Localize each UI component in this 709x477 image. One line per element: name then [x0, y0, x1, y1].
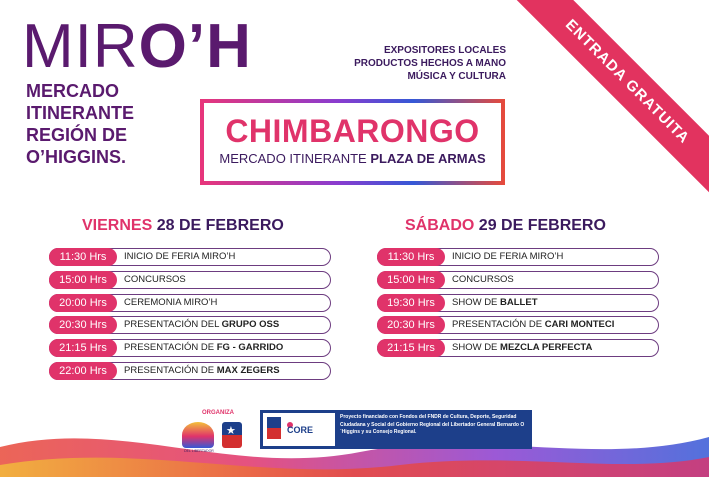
organiza-label: ORGANIZA	[202, 410, 234, 416]
event-time: 21:15 Hrs	[377, 339, 445, 357]
event-name	[452, 272, 514, 288]
event-name	[452, 340, 592, 356]
subtitle-line: MERCADO	[26, 81, 119, 101]
schedule-saturday	[377, 248, 659, 362]
event-time: 15:00 Hrs	[377, 271, 445, 289]
banner-inner	[204, 103, 501, 181]
feature-item: PRODUCTOS HECHOS A MANO	[354, 58, 506, 69]
subtitle-line: REGIÓN DE	[26, 125, 128, 145]
event-name	[124, 363, 280, 379]
subtitle-line: ITINERANTE	[26, 103, 134, 123]
event-subtitle	[26, 80, 206, 168]
event-text: CONCURSOS	[124, 273, 186, 285]
event-time: 15:00 Hrs	[49, 271, 117, 289]
event-bold: CARI MONTECI	[544, 319, 615, 331]
day-date: 28 DE FEBRERO	[152, 217, 284, 234]
event-name	[124, 340, 283, 356]
event-time: 20:30 Hrs	[49, 316, 117, 334]
day-date: 29 DE FEBRERO	[474, 217, 606, 234]
schedule-row	[377, 248, 659, 266]
day-name: SÁBADO	[405, 217, 475, 234]
location-banner	[200, 99, 505, 185]
region-logo-text: DEL LIBERTADOR	[184, 449, 214, 453]
gobierno-shield-icon	[267, 417, 281, 439]
event-name	[452, 295, 538, 311]
region-logo-icon	[182, 422, 214, 448]
schedule-row	[49, 339, 331, 357]
event-name	[124, 272, 186, 288]
day-title-friday	[82, 217, 284, 235]
event-text: PRESENTACIÓN DE	[124, 342, 217, 354]
schedule-friday	[49, 248, 331, 385]
banner-sub-normal: MERCADO ITINERANTE	[219, 151, 371, 166]
event-time: 11:30 Hrs	[377, 248, 445, 266]
schedule-row	[49, 294, 331, 312]
event-time: 19:30 Hrs	[377, 294, 445, 312]
funding-notice	[260, 410, 532, 449]
event-text: SHOW DE	[452, 296, 501, 308]
event-time: 21:15 Hrs	[49, 339, 117, 357]
event-bold: MAX ZEGERS	[216, 364, 280, 376]
event-bold: GRUPO OSS	[221, 319, 280, 331]
event-text: PRESENTACIÓN DEL	[124, 319, 222, 331]
core-logo-text: CORE	[287, 425, 314, 435]
banner-subtitle	[204, 151, 501, 167]
event-text: CEREMONIA MIRO’H	[124, 296, 218, 308]
event-text: PRESENTACIÓN DE	[452, 319, 545, 331]
event-bold: BALLET	[500, 296, 538, 308]
schedule-row	[49, 316, 331, 334]
day-title-saturday	[405, 217, 606, 235]
funding-text: Proyecto financiado con Fondos del FNDR de Cultura, Deporte, Seguridad Ciudadana y Social del Gobierno Regional del Libertador General Bernardo O´Higgins y su Consejo Regional.	[340, 414, 525, 435]
free-entry-ribbon	[479, 0, 709, 230]
logo-light-text: MIR	[22, 12, 139, 81]
event-name	[124, 295, 217, 311]
event-name	[452, 249, 563, 265]
subtitle-line: O’HIGGINS.	[26, 147, 127, 167]
schedule-row	[49, 271, 331, 289]
banner-title: CHIMBARONGO	[225, 113, 480, 149]
schedule-row	[49, 248, 331, 266]
miroh-logo	[22, 12, 252, 81]
feature-item: EXPOSITORES LOCALES	[383, 45, 506, 56]
event-time: 22:00 Hrs	[49, 362, 117, 380]
event-text: SHOW DE	[452, 342, 501, 354]
event-name	[124, 249, 235, 265]
schedule-row	[49, 362, 331, 380]
ribbon-text: ENTRADA GRATUITA	[500, 0, 709, 209]
event-name	[124, 317, 279, 333]
event-bold: FG - GARRIDO	[216, 342, 284, 354]
day-name: VIERNES	[82, 217, 153, 234]
event-time: 20:30 Hrs	[377, 316, 445, 334]
banner-sub-bold: PLAZA DE ARMAS	[370, 151, 486, 166]
schedule-row	[377, 316, 659, 334]
schedule-row	[377, 339, 659, 357]
funding-logos	[263, 413, 335, 446]
event-time: 20:00 Hrs	[49, 294, 117, 312]
event-bold: MEZCLA PERFECTA	[500, 342, 593, 354]
event-text: PRESENTACIÓN DE	[124, 364, 217, 376]
feature-item: MÚSICA Y CULTURA	[407, 71, 506, 82]
event-text: INICIO DE FERIA MIRO’H	[124, 251, 236, 262]
features-list	[300, 44, 506, 83]
event-text: CONCURSOS	[452, 273, 514, 285]
logo-bold-text: O’H	[138, 12, 252, 81]
schedule-row	[377, 294, 659, 312]
event-name	[452, 317, 614, 333]
event-text: INICIO DE FERIA MIRO’H	[452, 251, 564, 262]
government-shield-icon	[222, 422, 242, 448]
organizer-logos	[178, 410, 252, 454]
schedule-row	[377, 271, 659, 289]
event-time: 11:30 Hrs	[49, 248, 117, 266]
